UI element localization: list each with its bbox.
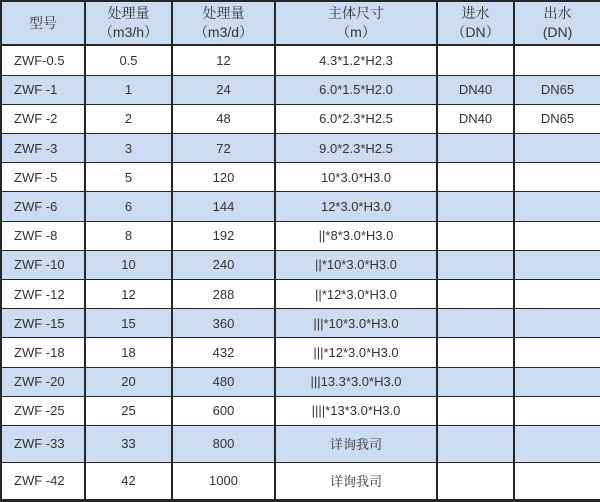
cell-inlet-dn [437, 367, 514, 396]
table-row [1, 192, 600, 221]
cell-body-size: 6.0*2.3*H2.5 [275, 104, 437, 133]
cell-capacity-m3h: 42 [85, 462, 172, 500]
table-header [1, 1, 600, 45]
table-body [1, 45, 600, 501]
cell-inlet-dn [437, 280, 514, 309]
cell-model: ZWF -20 [1, 367, 85, 396]
cell-body-size: |||*12*3.0*H3.0 [275, 338, 437, 367]
cell-outlet-dn [514, 250, 600, 279]
cell-body-size: 9.0*2.3*H2.5 [275, 134, 437, 163]
cell-capacity-m3h: 1 [85, 75, 172, 104]
table-row [1, 221, 600, 250]
cell-model: ZWF -6 [1, 192, 85, 221]
header-label-line: （DN） [451, 24, 500, 40]
cell-capacity-m3d: 192 [172, 221, 275, 250]
cell-model: ZWF -12 [1, 280, 85, 309]
cell-outlet-dn [514, 280, 600, 309]
cell-capacity-m3d: 288 [172, 280, 275, 309]
cell-capacity-m3h: 10 [85, 250, 172, 279]
cell-body-size: ||||*13*3.0*H3.0 [275, 396, 437, 425]
cell-capacity-m3h: 6 [85, 192, 172, 221]
cell-capacity-m3d: 72 [172, 134, 275, 163]
cell-model: ZWF -33 [1, 426, 85, 463]
table-row [1, 104, 600, 133]
cell-outlet-dn [514, 426, 600, 463]
header-row [1, 1, 600, 45]
cell-capacity-m3d: 360 [172, 309, 275, 338]
cell-capacity-m3h: 15 [85, 309, 172, 338]
header-cell-capacity-m3h [85, 1, 172, 45]
header-label-line: 进水 [461, 5, 490, 22]
header-label-line: 型号 [29, 14, 57, 31]
cell-outlet-dn [514, 45, 600, 75]
cell-model: ZWF -18 [1, 338, 85, 367]
table-row [1, 338, 600, 367]
cell-inlet-dn [437, 192, 514, 221]
cell-model: ZWF -25 [1, 396, 85, 425]
cell-capacity-m3h: 12 [85, 280, 172, 309]
table-row [1, 134, 600, 163]
table-row [1, 396, 600, 425]
table-row [1, 250, 600, 279]
cell-capacity-m3d: 48 [172, 104, 275, 133]
cell-outlet-dn [514, 338, 600, 367]
cell-capacity-m3d: 800 [172, 426, 275, 463]
cell-model: ZWF-0.5 [1, 45, 85, 75]
header-cell-outlet-dn [514, 1, 600, 45]
cell-body-size: ||*10*3.0*H3.0 [275, 250, 437, 279]
cell-capacity-m3h: 2 [85, 104, 172, 133]
table-row [1, 75, 600, 104]
cell-body-size: 4.3*1.2*H2.3 [275, 45, 437, 75]
cell-outlet-dn [514, 192, 600, 221]
cell-inlet-dn [437, 250, 514, 279]
cell-capacity-m3h: 25 [85, 396, 172, 425]
table-row [1, 45, 600, 75]
cell-model: ZWF -42 [1, 462, 85, 500]
cell-model: ZWF -1 [1, 75, 85, 104]
cell-inlet-dn [437, 134, 514, 163]
cell-inlet-dn [437, 338, 514, 367]
table-row [1, 426, 600, 463]
cell-model: ZWF -3 [1, 134, 85, 163]
cell-capacity-m3d: 600 [172, 396, 275, 425]
cell-capacity-m3h: 8 [85, 221, 172, 250]
cell-inlet-dn [437, 221, 514, 250]
cell-capacity-m3d: 24 [172, 75, 275, 104]
header-label-line: 处理量 [107, 5, 150, 22]
cell-capacity-m3d: 240 [172, 250, 275, 279]
header-label-line: 主体尺寸 [328, 5, 384, 22]
cell-inlet-dn [437, 45, 514, 75]
cell-outlet-dn: DN65 [514, 104, 600, 133]
cell-model: ZWF -10 [1, 250, 85, 279]
header-cell-body-size [275, 1, 437, 45]
cell-capacity-m3h: 18 [85, 338, 172, 367]
cell-outlet-dn [514, 221, 600, 250]
cell-model: ZWF -15 [1, 309, 85, 338]
cell-outlet-dn [514, 163, 600, 192]
table-row [1, 163, 600, 192]
cell-capacity-m3d: 1000 [172, 462, 275, 500]
cell-model: ZWF -5 [1, 163, 85, 192]
cell-outlet-dn [514, 134, 600, 163]
cell-inlet-dn [437, 163, 514, 192]
cell-body-size: ||*8*3.0*H3.0 [275, 221, 437, 250]
header-cell-capacity-m3d [172, 1, 275, 45]
cell-capacity-m3d: 12 [172, 45, 275, 75]
cell-capacity-m3d: 432 [172, 338, 275, 367]
cell-body-size: 10*3.0*H3.0 [275, 163, 437, 192]
cell-outlet-dn [514, 396, 600, 425]
header-label-line: 出水 [543, 5, 572, 22]
cell-body-size: 6.0*1.5*H2.0 [275, 75, 437, 104]
cell-inlet-dn [437, 462, 514, 500]
cell-inlet-dn [437, 309, 514, 338]
table-row [1, 280, 600, 309]
table-row [1, 367, 600, 396]
cell-capacity-m3d: 144 [172, 192, 275, 221]
cell-inlet-dn [437, 396, 514, 425]
cell-capacity-m3d: 480 [172, 367, 275, 396]
cell-outlet-dn: DN65 [514, 75, 600, 104]
cell-body-size: ||*12*3.0*H3.0 [275, 280, 437, 309]
header-label-line: (DN) [542, 24, 573, 40]
cell-outlet-dn [514, 309, 600, 338]
cell-inlet-dn: DN40 [437, 104, 514, 133]
cell-capacity-m3h: 20 [85, 367, 172, 396]
cell-model: ZWF -2 [1, 104, 85, 133]
cell-body-size: 详询我司 [275, 462, 437, 500]
cell-inlet-dn: DN40 [437, 75, 514, 104]
cell-body-size: 12*3.0*H3.0 [275, 192, 437, 221]
cell-body-size: 详询我司 [275, 426, 437, 463]
cell-capacity-m3d: 120 [172, 163, 275, 192]
header-label-line: （m3/h） [98, 24, 159, 40]
cell-model: ZWF -8 [1, 221, 85, 250]
cell-body-size: |||13.3*3.0*H3.0 [275, 367, 437, 396]
cell-inlet-dn [437, 426, 514, 463]
cell-outlet-dn [514, 367, 600, 396]
header-cell-inlet-dn [437, 1, 514, 45]
header-label-line: （m3/d） [193, 24, 254, 40]
cell-capacity-m3h: 3 [85, 134, 172, 163]
cell-capacity-m3h: 0.5 [85, 45, 172, 75]
table-row [1, 462, 600, 500]
table-row [1, 309, 600, 338]
cell-capacity-m3h: 5 [85, 163, 172, 192]
cell-outlet-dn [514, 462, 600, 500]
cell-capacity-m3h: 33 [85, 426, 172, 463]
header-label-line: 处理量 [202, 5, 245, 22]
cell-body-size: |||*10*3.0*H3.0 [275, 309, 437, 338]
header-cell-model [1, 1, 85, 45]
header-label-line: （m） [336, 24, 376, 40]
